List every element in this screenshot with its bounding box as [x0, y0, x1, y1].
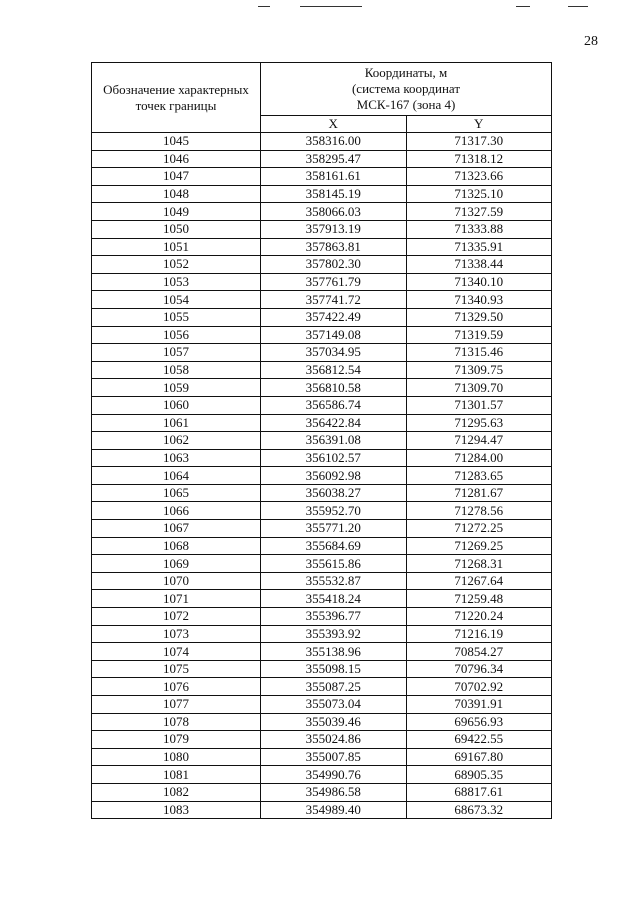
coord-y: 71315.46: [406, 344, 552, 362]
table-row: [92, 291, 552, 309]
coord-x: 358145.19: [261, 185, 407, 203]
point-id: 1066: [92, 502, 261, 520]
table-row: [92, 678, 552, 696]
table-row: [92, 326, 552, 344]
coord-x: 355393.92: [261, 625, 407, 643]
coord-x: 355532.87: [261, 572, 407, 590]
coord-x: 357422.49: [261, 308, 407, 326]
coord-y: 71319.59: [406, 326, 552, 344]
point-id: 1064: [92, 467, 261, 485]
table-row: [92, 484, 552, 502]
table-row: [92, 150, 552, 168]
table-row: [92, 502, 552, 520]
table-row: [92, 414, 552, 432]
coord-x: 355684.69: [261, 537, 407, 555]
table-row: [92, 572, 552, 590]
coord-x: 357863.81: [261, 238, 407, 256]
coord-x: 355073.04: [261, 696, 407, 714]
point-id: 1071: [92, 590, 261, 608]
coord-y: 71340.10: [406, 273, 552, 291]
coord-y: 71269.25: [406, 537, 552, 555]
coord-x: 355039.46: [261, 713, 407, 731]
table-row: [92, 555, 552, 573]
point-id: 1082: [92, 783, 261, 801]
point-id: 1058: [92, 361, 261, 379]
table-row: [92, 467, 552, 485]
table-row: [92, 256, 552, 274]
table-row: [92, 396, 552, 414]
coordinates-table: [91, 62, 552, 819]
coord-x: 358161.61: [261, 168, 407, 186]
point-id: 1054: [92, 291, 261, 309]
point-id: 1059: [92, 379, 261, 397]
point-id: 1061: [92, 414, 261, 432]
scan-mark: [516, 6, 530, 7]
table-row: [92, 168, 552, 186]
table-row: [92, 625, 552, 643]
point-id: 1056: [92, 326, 261, 344]
coord-y: 71284.00: [406, 449, 552, 467]
page-number: 28: [584, 34, 598, 49]
coord-y: 68673.32: [406, 801, 552, 819]
scan-mark: [568, 6, 588, 7]
table-row: [92, 783, 552, 801]
header-coordinates-line3: МСК-167 (зона 4): [356, 97, 456, 112]
table-row: [92, 696, 552, 714]
point-id: 1081: [92, 766, 261, 784]
point-id: 1053: [92, 273, 261, 291]
point-id: 1047: [92, 168, 261, 186]
coord-x: 358066.03: [261, 203, 407, 221]
point-id: 1050: [92, 220, 261, 238]
coord-x: 356038.27: [261, 484, 407, 502]
header-x: X: [261, 116, 407, 133]
coord-x: 357034.95: [261, 344, 407, 362]
coord-x: 358316.00: [261, 133, 407, 151]
table-row: [92, 731, 552, 749]
coord-y: 71294.47: [406, 432, 552, 450]
table-row: [92, 801, 552, 819]
coord-x: 357741.72: [261, 291, 407, 309]
table-row: [92, 590, 552, 608]
point-id: 1048: [92, 185, 261, 203]
point-id: 1045: [92, 133, 261, 151]
table-row: [92, 537, 552, 555]
point-id: 1072: [92, 608, 261, 626]
coord-x: 355418.24: [261, 590, 407, 608]
coord-x: 355024.86: [261, 731, 407, 749]
point-id: 1068: [92, 537, 261, 555]
coord-y: 71325.10: [406, 185, 552, 203]
table-body: [92, 133, 552, 819]
coord-x: 356092.98: [261, 467, 407, 485]
table-row: [92, 308, 552, 326]
table-row: [92, 133, 552, 151]
coord-x: 358295.47: [261, 150, 407, 168]
header-y: Y: [406, 116, 552, 133]
scan-mark: [300, 6, 362, 7]
coord-x: 355098.15: [261, 660, 407, 678]
coord-x: 354989.40: [261, 801, 407, 819]
table-header: [92, 63, 552, 133]
coord-y: 71301.57: [406, 396, 552, 414]
table-row: [92, 273, 552, 291]
coord-y: 71338.44: [406, 256, 552, 274]
coord-y: 71335.91: [406, 238, 552, 256]
coord-x: 357761.79: [261, 273, 407, 291]
coord-x: 354986.58: [261, 783, 407, 801]
table-row: [92, 432, 552, 450]
point-id: 1070: [92, 572, 261, 590]
coord-x: 355771.20: [261, 520, 407, 538]
table-row: [92, 379, 552, 397]
point-id: 1083: [92, 801, 261, 819]
point-id: 1073: [92, 625, 261, 643]
coord-y: 68905.35: [406, 766, 552, 784]
point-id: 1052: [92, 256, 261, 274]
coord-y: 71309.70: [406, 379, 552, 397]
coord-y: 71216.19: [406, 625, 552, 643]
header-coordinates: [261, 63, 552, 116]
coord-x: 356391.08: [261, 432, 407, 450]
coord-y: 71323.66: [406, 168, 552, 186]
coord-x: 356586.74: [261, 396, 407, 414]
coord-x: 356422.84: [261, 414, 407, 432]
coord-y: 71318.12: [406, 150, 552, 168]
coord-y: 71268.31: [406, 555, 552, 573]
header-coordinates-line2: (система координат: [351, 81, 461, 96]
point-id: 1074: [92, 643, 261, 661]
point-id: 1075: [92, 660, 261, 678]
coord-y: 71267.64: [406, 572, 552, 590]
coord-y: 70391.91: [406, 696, 552, 714]
coord-y: 71340.93: [406, 291, 552, 309]
coord-x: 355615.86: [261, 555, 407, 573]
header-row: [92, 63, 552, 116]
coord-y: 71295.63: [406, 414, 552, 432]
coord-y: 71281.67: [406, 484, 552, 502]
point-id: 1069: [92, 555, 261, 573]
table-row: [92, 361, 552, 379]
coord-y: 69656.93: [406, 713, 552, 731]
point-id: 1080: [92, 748, 261, 766]
table-row: [92, 238, 552, 256]
table-row: [92, 203, 552, 221]
coord-y: 68817.61: [406, 783, 552, 801]
point-id: 1078: [92, 713, 261, 731]
coord-x: 355007.85: [261, 748, 407, 766]
coord-x: 355087.25: [261, 678, 407, 696]
coord-y: 71278.56: [406, 502, 552, 520]
coord-y: 71327.59: [406, 203, 552, 221]
table-row: [92, 344, 552, 362]
point-id: 1077: [92, 696, 261, 714]
coord-y: 71329.50: [406, 308, 552, 326]
point-id: 1062: [92, 432, 261, 450]
coord-x: 355138.96: [261, 643, 407, 661]
table-row: [92, 185, 552, 203]
coord-y: 70854.27: [406, 643, 552, 661]
table-row: [92, 220, 552, 238]
point-id: 1079: [92, 731, 261, 749]
coord-y: 71317.30: [406, 133, 552, 151]
coord-y: 71220.24: [406, 608, 552, 626]
point-id: 1067: [92, 520, 261, 538]
coord-x: 357913.19: [261, 220, 407, 238]
point-id: 1046: [92, 150, 261, 168]
point-id: 1063: [92, 449, 261, 467]
coord-x: 354990.76: [261, 766, 407, 784]
coord-y: 71333.88: [406, 220, 552, 238]
coord-y: 69422.55: [406, 731, 552, 749]
point-id: 1049: [92, 203, 261, 221]
header-coordinates-line1: Координаты, м: [364, 65, 448, 80]
coord-x: 355952.70: [261, 502, 407, 520]
coord-y: 70796.34: [406, 660, 552, 678]
table-row: [92, 713, 552, 731]
point-id: 1057: [92, 344, 261, 362]
coord-y: 69167.80: [406, 748, 552, 766]
coord-y: 71272.25: [406, 520, 552, 538]
point-id: 1060: [92, 396, 261, 414]
table-row: [92, 660, 552, 678]
coord-y: 71309.75: [406, 361, 552, 379]
coord-y: 71283.65: [406, 467, 552, 485]
coord-x: 356810.58: [261, 379, 407, 397]
table-row: [92, 643, 552, 661]
table-row: [92, 608, 552, 626]
scan-mark: [258, 6, 270, 7]
table-row: [92, 748, 552, 766]
coord-y: 71259.48: [406, 590, 552, 608]
point-id: 1055: [92, 308, 261, 326]
coord-x: 357149.08: [261, 326, 407, 344]
coord-y: 70702.92: [406, 678, 552, 696]
header-designation: Обозначение характерных точек границы: [92, 63, 261, 133]
table-row: [92, 520, 552, 538]
point-id: 1065: [92, 484, 261, 502]
coord-x: 356812.54: [261, 361, 407, 379]
coord-x: 357802.30: [261, 256, 407, 274]
table-row: [92, 449, 552, 467]
coord-x: 356102.57: [261, 449, 407, 467]
point-id: 1076: [92, 678, 261, 696]
table-row: [92, 766, 552, 784]
coord-x: 355396.77: [261, 608, 407, 626]
point-id: 1051: [92, 238, 261, 256]
